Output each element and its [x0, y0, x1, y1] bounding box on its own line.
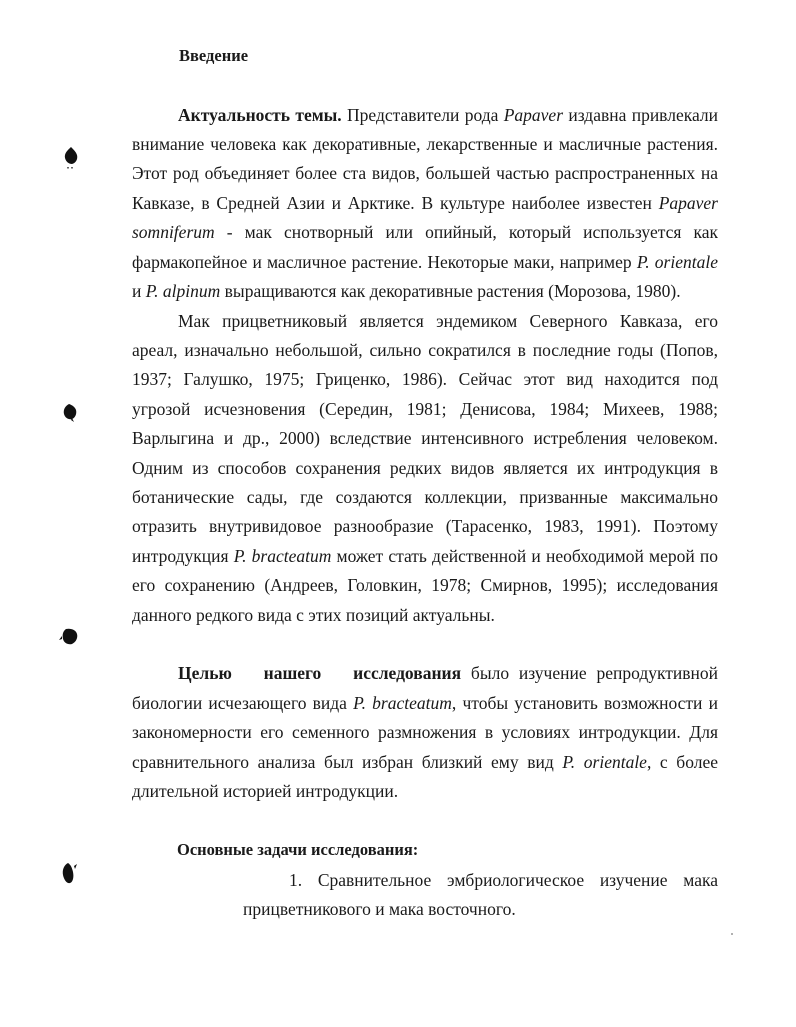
genus-name: Papaver: [658, 193, 718, 213]
para3-title: Целью нашего исследования: [178, 663, 462, 683]
para2-line2: ареал, изначально небольшой, сильно сократился в последние годы (Попов,: [132, 340, 718, 360]
scan-speck: [731, 933, 733, 935]
para2-line11: данного редкого вида с этих позиций актуальны.: [132, 605, 495, 625]
para2-text: может стать действенной и необходимой мерой по: [331, 546, 718, 566]
para1-text: Представители рода: [341, 105, 504, 125]
species-name: P. orientale: [636, 252, 718, 272]
para1-title: Актуальность темы.: [178, 105, 342, 125]
species-name: P. bracteatum: [233, 546, 332, 566]
para3-text: было изучение репродуктивной: [461, 663, 719, 683]
species-name: P. alpinum: [145, 281, 221, 301]
para2-text: интродукция: [132, 546, 234, 566]
para3-text: , чтобы установить возможности и: [451, 693, 718, 713]
para3-line2: [132, 693, 718, 713]
para3-text: биологии исчезающего вида: [132, 693, 354, 713]
para2-line3: 1937; Галушко, 1975; Гриценко, 1986). Сейчас этот вид находится под: [132, 369, 718, 389]
species-name: P. bracteatum: [353, 693, 452, 713]
ink-blot-icon: [58, 626, 80, 648]
para3-line4: [132, 752, 718, 772]
para2-line5: Варлыгина и др., 2000) вследствие интенсивного истребления человеком.: [132, 428, 718, 448]
para2-line6: Одним из способов сохранения редких видов является их интродукция в: [132, 458, 718, 478]
para2-line1: Мак прицветниковый является эндемиком Северного Кавказа, его: [178, 311, 718, 331]
para2-line4: угрозой исчезновения (Середин, 1981; Денисова, 1984; Михеев, 1988;: [132, 399, 718, 419]
para3-line3: закономерности его семенного размножения в условиях интродукции. Для: [132, 722, 718, 742]
ink-blot-icon: [62, 403, 78, 423]
genus-name: Papaver: [503, 105, 564, 125]
para2-line8: отразить внутривидовое разнообразие (Тарасенко, 1983, 1991). Поэтому: [132, 516, 718, 536]
task-item-1-line2: прицветникового и мака восточного.: [243, 899, 516, 919]
task-item-1-line1: 1. Сравнительное эмбриологическое изучение мака: [289, 870, 718, 890]
para1-line1: [178, 105, 718, 125]
para3-text: , с более: [646, 752, 718, 772]
para1-line6: [132, 252, 718, 272]
para3-line1: [178, 663, 718, 683]
para1-line3: Этот род объединяет более ста видов, большей частью распространенных на: [132, 163, 718, 183]
para2-line7: ботанические сады, где создаются коллекции, призванные максимально: [132, 487, 718, 507]
para1-text: фармакопейное и масличное растение. Некоторые маки, например: [132, 252, 637, 272]
ink-blot-icon: [62, 146, 80, 172]
para1-text: - мак снотворный или опийный, который используется как: [214, 222, 718, 242]
tasks-heading: Основные задачи исследования:: [177, 840, 419, 859]
para3-text: сравнительного анализа был избран близкий ему вид: [132, 752, 563, 772]
para1-line4: [132, 193, 718, 213]
para1-text: выращиваются как декоративные растения (Морозова, 1980).: [220, 281, 681, 301]
page-title: Введение: [179, 46, 249, 65]
para1-line7: [132, 281, 718, 301]
para3-line5: длительной историей интродукции.: [132, 781, 399, 801]
species-name: somniferum: [132, 222, 215, 242]
species-name: P. orientale: [562, 752, 647, 772]
para2-line9: [132, 546, 718, 566]
para1-text: издавна привлекали: [563, 105, 718, 125]
para2-line10: его сохранению (Андреев, Головкин, 1978; Смирнов, 1995); исследования: [132, 575, 718, 595]
para1-line5: [132, 222, 718, 242]
para1-text: и: [132, 281, 146, 301]
para1-line2: внимание человека как декоративные, лекарственные и масличные растения.: [132, 134, 718, 154]
ink-blot-icon: [59, 861, 79, 887]
para1-text: Кавказе, в Средней Азии и Арктике. В культуре наиболее известен: [132, 193, 659, 213]
